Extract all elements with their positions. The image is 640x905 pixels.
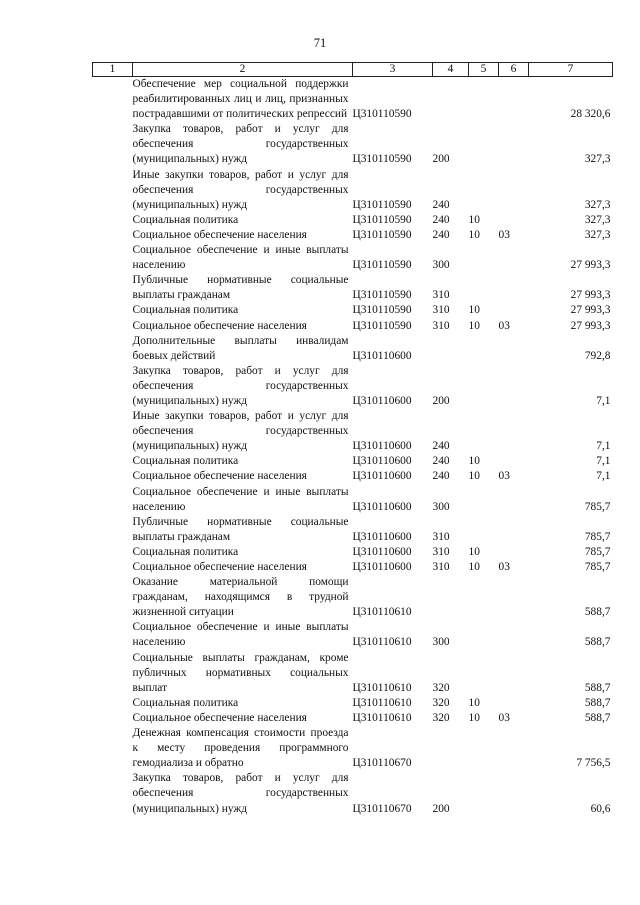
row-section xyxy=(469,485,499,515)
table-row xyxy=(93,711,613,726)
row-empty-cell xyxy=(93,620,133,650)
row-amount: 327,3 xyxy=(584,198,611,211)
row-subsection: 03 xyxy=(498,228,510,241)
row-amount: 785,7 xyxy=(584,545,611,558)
row-expense-type: 310 xyxy=(432,304,450,317)
table-row xyxy=(93,545,613,560)
row-subsection xyxy=(499,771,529,816)
row-name: Денежная компенсация стоимости проезда к месту проведения программного гемодиализа и обратно xyxy=(132,727,349,770)
row-empty-cell xyxy=(93,243,133,273)
row-target-code: Ц310110590 xyxy=(352,228,412,241)
row-amount: 28 320,6 xyxy=(570,108,611,121)
row-name: Публичные нормативные социальные выплаты гражданам xyxy=(132,274,349,302)
header-col-3: 3 xyxy=(353,63,433,77)
table-row xyxy=(93,77,613,123)
row-section: 10 xyxy=(468,561,480,573)
row-amount: 785,7 xyxy=(584,561,611,573)
row-section xyxy=(469,651,499,696)
row-amount: 27 993,3 xyxy=(570,289,611,302)
row-section xyxy=(469,77,499,123)
row-name: Социальное обеспечение и иные выплаты населению xyxy=(132,485,349,513)
row-expense-type: 240 xyxy=(432,455,450,468)
row-name: Социальное обеспечение и иные выплаты населению xyxy=(132,621,349,649)
header-col-2: 2 xyxy=(133,63,353,77)
row-subsection: 03 xyxy=(498,470,510,483)
row-expense-type xyxy=(433,334,469,364)
row-empty-cell xyxy=(93,560,133,575)
row-target-code: Ц310110670 xyxy=(352,802,412,815)
table-row xyxy=(93,273,613,303)
header-col-1: 1 xyxy=(93,63,133,77)
row-empty-cell xyxy=(93,711,133,726)
table-row xyxy=(93,726,613,771)
row-expense-type: 320 xyxy=(432,711,450,724)
row-subsection xyxy=(499,77,529,123)
row-subsection xyxy=(499,273,529,303)
row-name: Закупка товаров, работ и услуг для обеспечения государственных (муниципальных) нужд xyxy=(132,364,349,407)
row-name: Иные закупки товаров, работ и услуг для обеспечения государственных (муниципальных) нужд xyxy=(132,410,349,453)
row-empty-cell xyxy=(93,469,133,484)
row-amount: 588,7 xyxy=(584,711,611,724)
row-empty-cell xyxy=(93,409,133,454)
row-name: Социальная политика xyxy=(132,304,239,317)
row-amount: 7 756,5 xyxy=(576,757,611,770)
table-row xyxy=(93,469,613,484)
row-empty-cell xyxy=(93,213,133,228)
row-subsection xyxy=(499,485,529,515)
row-expense-type: 300 xyxy=(432,259,450,272)
row-expense-type: 300 xyxy=(432,636,450,649)
row-subsection: 03 xyxy=(498,319,510,332)
row-empty-cell xyxy=(93,273,133,303)
row-empty-cell xyxy=(93,334,133,364)
row-expense-type: 200 xyxy=(432,153,450,166)
row-expense-type: 320 xyxy=(432,696,450,709)
row-target-code: Ц310110590 xyxy=(352,153,412,166)
row-subsection xyxy=(499,454,529,469)
row-section: 10 xyxy=(468,545,480,558)
row-expense-type: 240 xyxy=(432,213,450,226)
row-name: Социальная политика xyxy=(132,545,239,558)
row-subsection xyxy=(499,168,529,213)
table-row xyxy=(93,620,613,650)
row-empty-cell xyxy=(93,319,133,334)
row-amount: 785,7 xyxy=(584,530,611,543)
table-row xyxy=(93,213,613,228)
table-row xyxy=(93,243,613,273)
row-subsection xyxy=(499,364,529,409)
row-amount: 785,7 xyxy=(584,500,611,513)
row-section xyxy=(469,334,499,364)
row-subsection xyxy=(499,515,529,545)
row-subsection xyxy=(499,575,529,620)
row-section xyxy=(469,168,499,213)
table-row xyxy=(93,228,613,243)
row-expense-type: 240 xyxy=(432,198,450,211)
row-amount: 588,7 xyxy=(584,636,611,649)
row-target-code: Ц310110600 xyxy=(352,394,412,407)
row-amount: 7,1 xyxy=(596,394,611,407)
row-expense-type: 300 xyxy=(432,500,450,513)
row-name: Социальное обеспечение населения xyxy=(132,228,307,241)
row-target-code: Ц310110610 xyxy=(352,681,412,694)
row-section xyxy=(469,409,499,454)
row-empty-cell xyxy=(93,651,133,696)
row-target-code: Ц310110600 xyxy=(352,530,412,543)
row-section xyxy=(469,771,499,816)
page-number: 71 xyxy=(313,36,327,50)
table-row xyxy=(93,303,613,318)
header-col-5: 5 xyxy=(469,63,499,77)
row-subsection xyxy=(499,303,529,318)
row-subsection: 03 xyxy=(498,711,510,724)
row-amount: 588,7 xyxy=(584,696,611,709)
row-target-code: Ц310110590 xyxy=(352,289,412,302)
table-row xyxy=(93,319,613,334)
row-name: Социальное обеспечение и иные выплаты населению xyxy=(132,244,349,272)
row-target-code: Ц310110600 xyxy=(352,455,412,468)
row-section: 10 xyxy=(468,319,480,332)
header-col-4: 4 xyxy=(433,63,469,77)
row-expense-type: 310 xyxy=(432,545,450,558)
row-section: 10 xyxy=(468,304,480,317)
row-target-code: Ц310110610 xyxy=(352,636,412,649)
row-target-code: Ц310110600 xyxy=(352,440,412,453)
row-empty-cell xyxy=(93,696,133,711)
row-empty-cell xyxy=(93,771,133,816)
row-target-code: Ц310110590 xyxy=(352,259,412,272)
row-section xyxy=(469,273,499,303)
row-section xyxy=(469,575,499,620)
row-amount: 27 993,3 xyxy=(570,319,611,332)
row-subsection xyxy=(499,213,529,228)
row-name: Социальная политика xyxy=(132,455,239,468)
row-section xyxy=(469,364,499,409)
header-col-7: 7 xyxy=(529,63,613,77)
row-subsection xyxy=(499,696,529,711)
row-subsection: 03 xyxy=(498,561,510,573)
table-row xyxy=(93,364,613,409)
row-name: Закупка товаров, работ и услуг для обеспечения государственных (муниципальных) нужд xyxy=(132,772,349,815)
row-empty-cell xyxy=(93,122,133,167)
row-name: Социальная политика xyxy=(132,213,239,226)
row-expense-type: 320 xyxy=(432,681,450,694)
row-name: Социальная политика xyxy=(132,696,239,709)
row-target-code: Ц310110600 xyxy=(352,545,412,558)
row-section: 10 xyxy=(468,455,480,468)
row-empty-cell xyxy=(93,364,133,409)
row-target-code: Ц310110600 xyxy=(352,470,412,483)
budget-table xyxy=(92,62,613,817)
row-section: 10 xyxy=(468,213,480,226)
row-section xyxy=(469,243,499,273)
row-name: Социальное обеспечение населения xyxy=(132,711,307,724)
row-empty-cell xyxy=(93,454,133,469)
row-section xyxy=(469,515,499,545)
table-row xyxy=(93,168,613,213)
row-expense-type xyxy=(433,77,469,123)
row-target-code: Ц310110590 xyxy=(352,213,412,226)
row-subsection xyxy=(499,726,529,771)
row-subsection xyxy=(499,545,529,560)
row-subsection xyxy=(499,409,529,454)
row-name: Социальное обеспечение населения xyxy=(132,319,307,332)
row-subsection xyxy=(499,620,529,650)
row-expense-type: 310 xyxy=(432,319,450,332)
row-target-code: Ц310110610 xyxy=(352,606,412,619)
row-amount: 7,1 xyxy=(596,455,611,468)
row-expense-type xyxy=(433,575,469,620)
table-row xyxy=(93,485,613,515)
row-section: 10 xyxy=(468,696,480,709)
row-section: 10 xyxy=(468,228,480,241)
row-amount: 792,8 xyxy=(584,349,611,362)
row-name: Иные закупки товаров, работ и услуг для обеспечения государственных (муниципальных) нужд xyxy=(132,168,349,211)
row-expense-type: 200 xyxy=(432,802,450,815)
row-empty-cell xyxy=(93,168,133,213)
row-subsection xyxy=(499,651,529,696)
table-row xyxy=(93,122,613,167)
row-expense-type: 310 xyxy=(432,561,450,573)
row-target-code: Ц310110600 xyxy=(352,561,412,573)
row-name: Обеспечение мер социальной поддержки реабилитированных лиц и лиц, признанных пострадавшими от политических репрессий xyxy=(132,78,349,121)
table-body xyxy=(93,77,613,817)
row-expense-type: 310 xyxy=(432,289,450,302)
row-target-code: Ц310110600 xyxy=(352,349,412,362)
row-amount: 27 993,3 xyxy=(570,304,611,317)
row-section: 10 xyxy=(468,470,480,483)
row-amount: 588,7 xyxy=(584,681,611,694)
header-col-6: 6 xyxy=(499,63,529,77)
header-row xyxy=(93,63,613,77)
table-row xyxy=(93,651,613,696)
row-amount: 60,6 xyxy=(590,802,611,815)
row-amount: 327,3 xyxy=(584,228,611,241)
row-amount: 7,1 xyxy=(596,470,611,483)
row-empty-cell xyxy=(93,77,133,123)
row-empty-cell xyxy=(93,545,133,560)
row-subsection xyxy=(499,334,529,364)
row-target-code: Ц310110590 xyxy=(352,304,412,317)
row-section xyxy=(469,122,499,167)
row-expense-type: 310 xyxy=(432,530,450,543)
row-name: Публичные нормативные социальные выплаты гражданам xyxy=(132,515,349,543)
table-row xyxy=(93,409,613,454)
row-target-code: Ц310110590 xyxy=(352,108,412,121)
row-target-code: Ц310110610 xyxy=(352,711,412,724)
row-expense-type: 240 xyxy=(432,470,450,483)
row-section xyxy=(469,620,499,650)
row-empty-cell xyxy=(93,515,133,545)
row-target-code: Ц310110610 xyxy=(352,696,412,709)
row-name: Социальное обеспечение населения xyxy=(132,470,307,483)
row-name: Социальные выплаты гражданам, кроме публичных нормативных социальных выплат xyxy=(132,651,349,694)
row-section xyxy=(469,726,499,771)
row-expense-type xyxy=(433,726,469,771)
row-name: Закупка товаров, работ и услуг для обеспечения государственных (муниципальных) нужд xyxy=(132,123,349,166)
row-amount: 327,3 xyxy=(584,213,611,226)
row-empty-cell xyxy=(93,228,133,243)
row-expense-type: 200 xyxy=(432,394,450,407)
row-name: Оказание материальной помощи гражданам, находящимся в трудной жизненной ситуации xyxy=(132,576,349,619)
row-expense-type: 240 xyxy=(432,228,450,241)
row-target-code: Ц310110600 xyxy=(352,500,412,513)
row-amount: 327,3 xyxy=(584,153,611,166)
row-subsection xyxy=(499,243,529,273)
row-target-code: Ц310110670 xyxy=(352,757,412,770)
row-empty-cell xyxy=(93,726,133,771)
row-expense-type: 240 xyxy=(432,440,450,453)
table-row xyxy=(93,575,613,620)
row-amount: 588,7 xyxy=(584,606,611,619)
row-target-code: Ц310110590 xyxy=(352,198,412,211)
table-row xyxy=(93,334,613,364)
table-row xyxy=(93,454,613,469)
table-row xyxy=(93,771,613,816)
row-empty-cell xyxy=(93,575,133,620)
table-row xyxy=(93,515,613,545)
row-subsection xyxy=(499,122,529,167)
row-empty-cell xyxy=(93,485,133,515)
row-target-code: Ц310110590 xyxy=(352,319,412,332)
row-amount: 7,1 xyxy=(596,440,611,453)
table-row xyxy=(93,560,613,575)
row-amount: 27 993,3 xyxy=(570,259,611,272)
row-section: 10 xyxy=(468,711,480,724)
row-name: Дополнительные выплаты инвалидам боевых действий xyxy=(132,334,349,362)
table-row xyxy=(93,696,613,711)
row-name: Социальное обеспечение населения xyxy=(132,561,307,573)
table-header xyxy=(93,63,613,77)
row-empty-cell xyxy=(93,303,133,318)
